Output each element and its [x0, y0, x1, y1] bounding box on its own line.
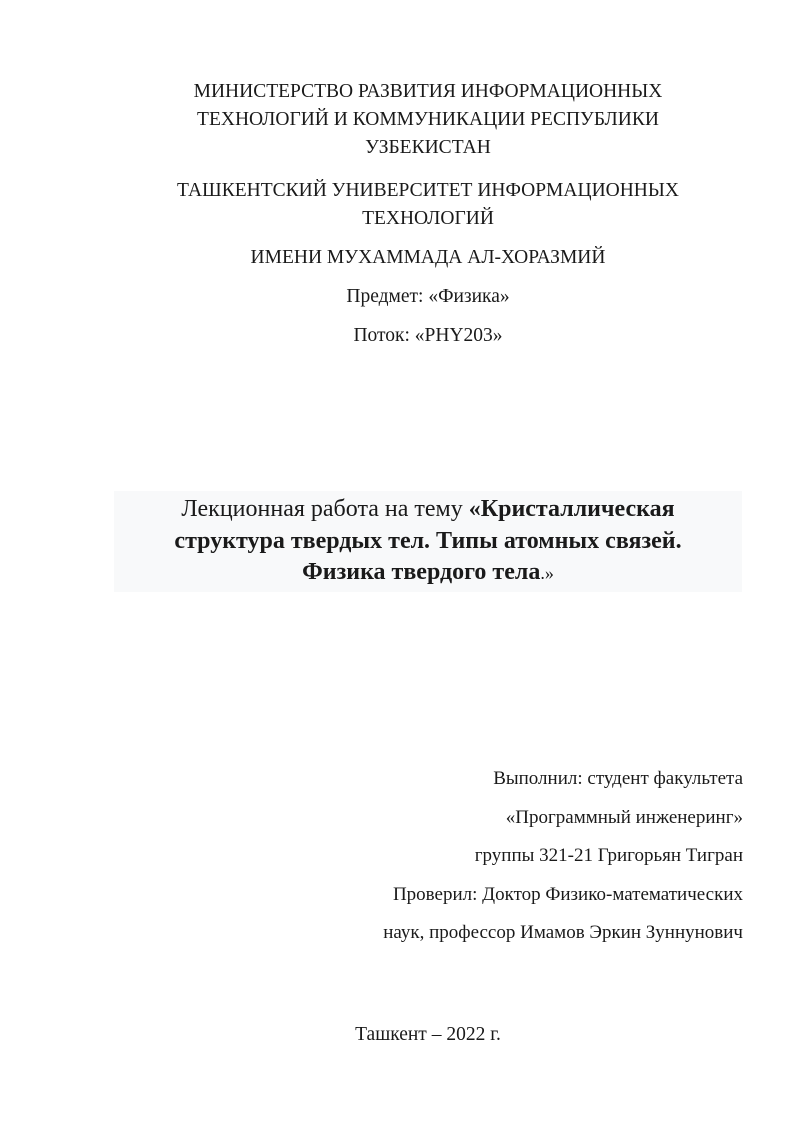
reviewer-line-2: наук, профессор Имамов Эркин Зуннунович: [383, 922, 743, 943]
title-page-header: [110, 78, 746, 350]
reviewer-line-1: Проверил: Доктор Физико-математических: [392, 883, 743, 905]
university-line-2: ТЕХНОЛОГИЙ: [362, 208, 494, 229]
title-bold-part-3: Физика твердого тела: [302, 559, 541, 585]
title-bold-part-1: «Кристаллическая: [468, 496, 675, 522]
title-suffix: .»: [540, 563, 554, 583]
university-line-3: ИМЕНИ МУХАММАДА АЛ-ХОРАЗМИЙ: [250, 247, 606, 268]
author-line-2: «Программный инженеринг»: [505, 806, 743, 828]
subject-line: Предмет: «Физика»: [346, 286, 510, 307]
lecture-title: [114, 494, 742, 590]
university-line-1: ТАШКЕНТСКИЙ УНИВЕРСИТЕТ ИНФОРМАЦИОННЫХ: [177, 180, 679, 201]
city-year: Ташкент – 2022 г.: [355, 1024, 501, 1045]
author-block: [183, 760, 743, 953]
ministry-line-1: МИНИСТЕРСТВО РАЗВИТИЯ ИНФОРМАЦИОННЫХ: [193, 81, 663, 102]
title-bold-part-2: структура твердых тел. Типы атомных связей.: [174, 527, 682, 554]
ministry-line-3: УЗБЕКИСТАН: [365, 137, 491, 158]
stream-line: Поток: «PHY203»: [353, 325, 503, 346]
title-prefix: Лекционная работа на тему: [181, 496, 469, 522]
author-line-1: Выполнил: студент факультета: [493, 768, 743, 789]
author-line-3: группы 321-21 Григорьян Тигран: [474, 845, 743, 866]
ministry-line-2: ТЕХНОЛОГИЙ И КОММУНИКАЦИИ РЕСПУБЛИКИ: [197, 109, 659, 130]
